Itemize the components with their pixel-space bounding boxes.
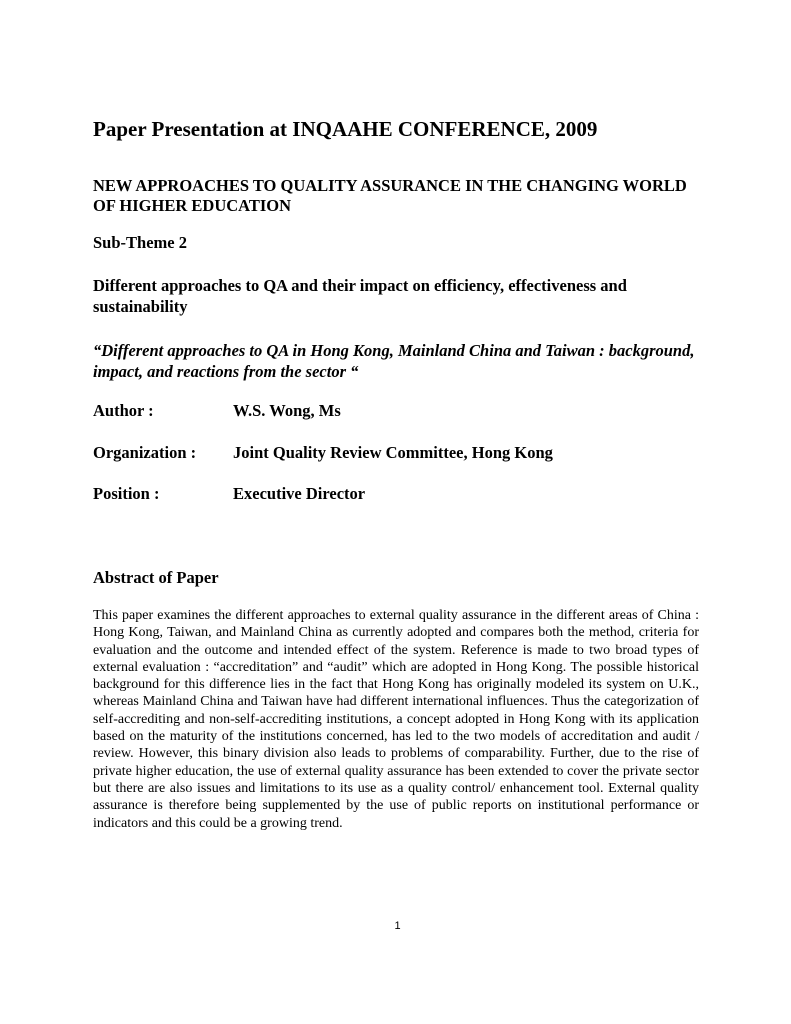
sub-theme-heading: Sub-Theme 2 — [93, 233, 187, 252]
position-value: Executive Director — [233, 484, 366, 503]
sub-theme-description: Different approaches to QA and their impact on efficiency, effectiveness and sustainability — [93, 276, 627, 316]
conference-heading: Paper Presentation at INQAAHE CONFERENCE, 2009 — [93, 117, 598, 141]
position-label: Position : — [93, 484, 160, 503]
organization-value: Joint Quality Review Committee, Hong Kong — [233, 443, 553, 462]
author-label: Author : — [93, 401, 154, 420]
main-theme-heading: NEW APPROACHES TO QUALITY ASSURANCE IN THE CHANGING WORLD OF HIGHER EDUCATION — [93, 176, 687, 215]
paper-title: “Different approaches to QA in Hong Kong, Mainland China and Taiwan : background, impact, and reactions from the sector “ — [93, 341, 695, 381]
page-number: 1 — [394, 920, 401, 932]
abstract-body: This paper examines the different approaches to external quality assurance in the different areas of China : Hong Kong, Taiwan, and Mainland China as currently adopted and compares both the method, criteria for evaluation and the outcome and intended effect of the system. Reference is made to two broad types of external evaluation : “accreditation” and “audit” which are adopted in Hong Kong. The possible historical background for this difference lies in the fact that Hong Kong has originally modeled its system on U.K., whereas Mainland China and Taiwan have had different international influences. Thus the categorization of self-accrediting and non-self-accrediting institutions, a concept adopted in Hong Kong with its application based on the maturity of the institutions concerned, has led to the two models of accreditation and audit / review. However, this binary division also leads to problems of comparability. Further, due to the rise of private higher education, the use of external quality assurance has been extended to cover the private sector but there are also issues and limitations to its use as a quality control/ enhancement tool. External quality assurance is therefore being supplemented by the use of public reports on institutional performance or indicators and this could be a growing trend. — [93, 608, 699, 831]
organization-label: Organization : — [93, 443, 197, 462]
abstract-heading: Abstract of Paper — [93, 568, 219, 587]
author-value: W.S. Wong, Ms — [233, 401, 341, 420]
